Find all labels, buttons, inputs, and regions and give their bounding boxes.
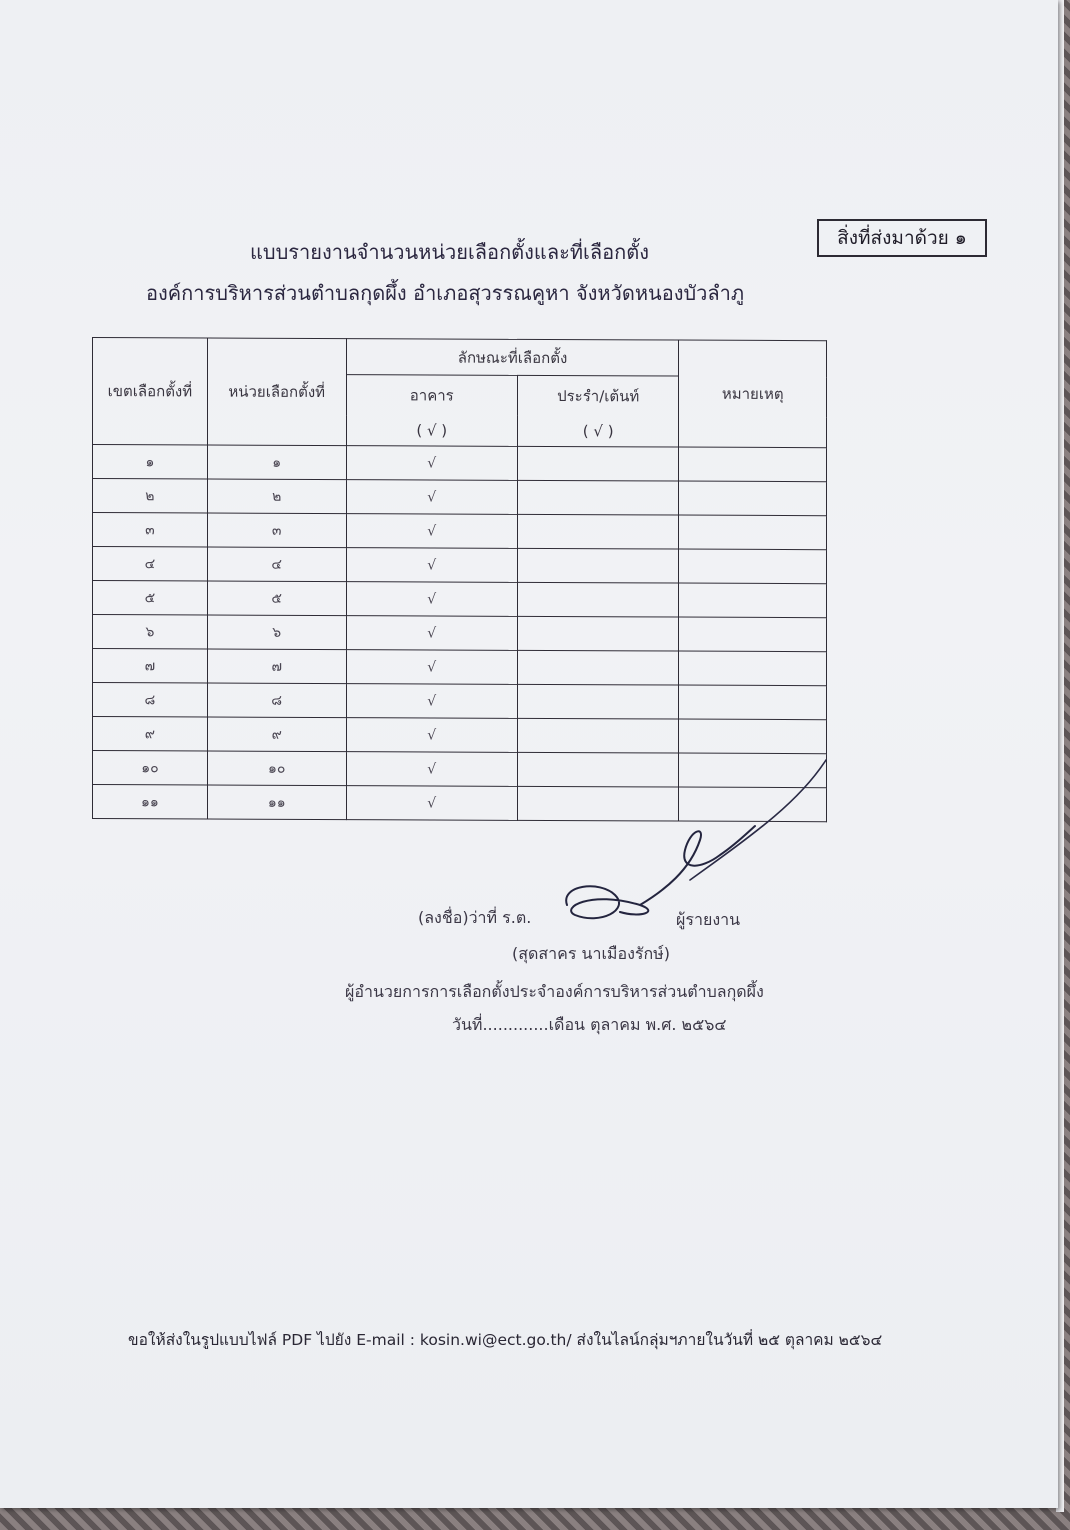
header-unit: หน่วยเลือกตั้งที่ [207, 338, 346, 446]
cell-unit: ๘ [207, 683, 346, 718]
cell-unit: ๒ [207, 479, 346, 514]
submission-note: ขอให้ส่งในรูปแบบไฟล์ PDF ไปยัง E-mail : kosin.wi@ect.go.th/ ส่งในไลน์กลุ่มฯภายในวันที่ ๒๕ ตุลาคม ๒๕๖๔ [128, 1331, 883, 1349]
cell-unit: ๔ [207, 547, 346, 582]
header-remarks: หมายเหตุ [679, 340, 827, 448]
cell-zone: ๘ [93, 683, 208, 718]
cell-building-check: √ [346, 480, 517, 515]
cell-building-check: √ [346, 514, 517, 549]
cell-unit: ๖ [207, 615, 346, 650]
cell-zone: ๔ [93, 547, 208, 582]
signature-flourish [566, 826, 755, 918]
header-building: อาคาร [346, 375, 517, 416]
cell-building-check: √ [346, 616, 517, 651]
cell-zone: ๙ [93, 717, 208, 752]
cell-unit: ๙ [207, 717, 346, 752]
cell-zone: ๗ [93, 649, 208, 684]
signer-position: ผู้อำนวยการการเลือกตั้งประจำองค์การบริหารส่วนตำบลกุดผึ้ง [345, 982, 764, 1001]
cell-building-check: √ [346, 548, 517, 583]
signature-prefix: (ลงชื่อ)ว่าที่ ร.ต. [418, 908, 532, 927]
document-subtitle: องค์การบริหารส่วนตำบลกุดผึ้ง อำเภอสุวรรณคูหา จังหวัดหนองบัวลำภู [146, 281, 745, 305]
cell-unit: ๑๐ [207, 751, 346, 786]
cell-unit: ๗ [207, 649, 346, 684]
cell-building-check: √ [346, 650, 517, 685]
cell-unit: ๑๑ [207, 785, 346, 820]
header-site-type: ลักษณะที่เลือกตั้ง [346, 339, 679, 376]
attachment-label: สิ่งที่ส่งมาด้วย ๑ [817, 219, 987, 257]
cell-building-check: √ [346, 582, 517, 617]
cell-zone: ๒ [93, 479, 208, 514]
cell-zone: ๓ [93, 513, 208, 548]
cell-zone: ๕ [93, 581, 208, 616]
header-zone: เขตเลือกตั้งที่ [93, 338, 208, 446]
cell-zone: ๖ [93, 615, 208, 650]
cell-building-check: √ [346, 718, 517, 753]
cell-unit: ๕ [207, 581, 346, 616]
cell-unit: ๑ [207, 445, 346, 480]
signer-name: (สุดสาคร นาเมืองรักษ์) [512, 944, 670, 963]
header-permanent-tent: ประรำ/เต้นท์ [517, 375, 679, 416]
cell-building-check: √ [346, 446, 517, 481]
cell-building-check: √ [346, 786, 517, 821]
document-title: แบบรายงานจำนวนหน่วยเลือกตั้งและที่เลือกตั้ง [250, 240, 649, 264]
cell-zone: ๑ [93, 445, 208, 480]
cell-unit: ๓ [207, 513, 346, 548]
header-tent-check-hint: ( √ ) [517, 416, 679, 447]
cell-zone: ๑๑ [93, 785, 208, 820]
cell-zone: ๑๐ [93, 751, 208, 786]
header-building-check-hint: ( √ ) [346, 415, 517, 446]
cell-building-check: √ [346, 752, 517, 787]
cell-building-check: √ [346, 684, 517, 719]
report-date: วันที่.............เดือน ตุลาคม พ.ศ. ๒๕๖๔ [452, 1015, 727, 1034]
signature-role: ผู้รายงาน [676, 910, 741, 929]
